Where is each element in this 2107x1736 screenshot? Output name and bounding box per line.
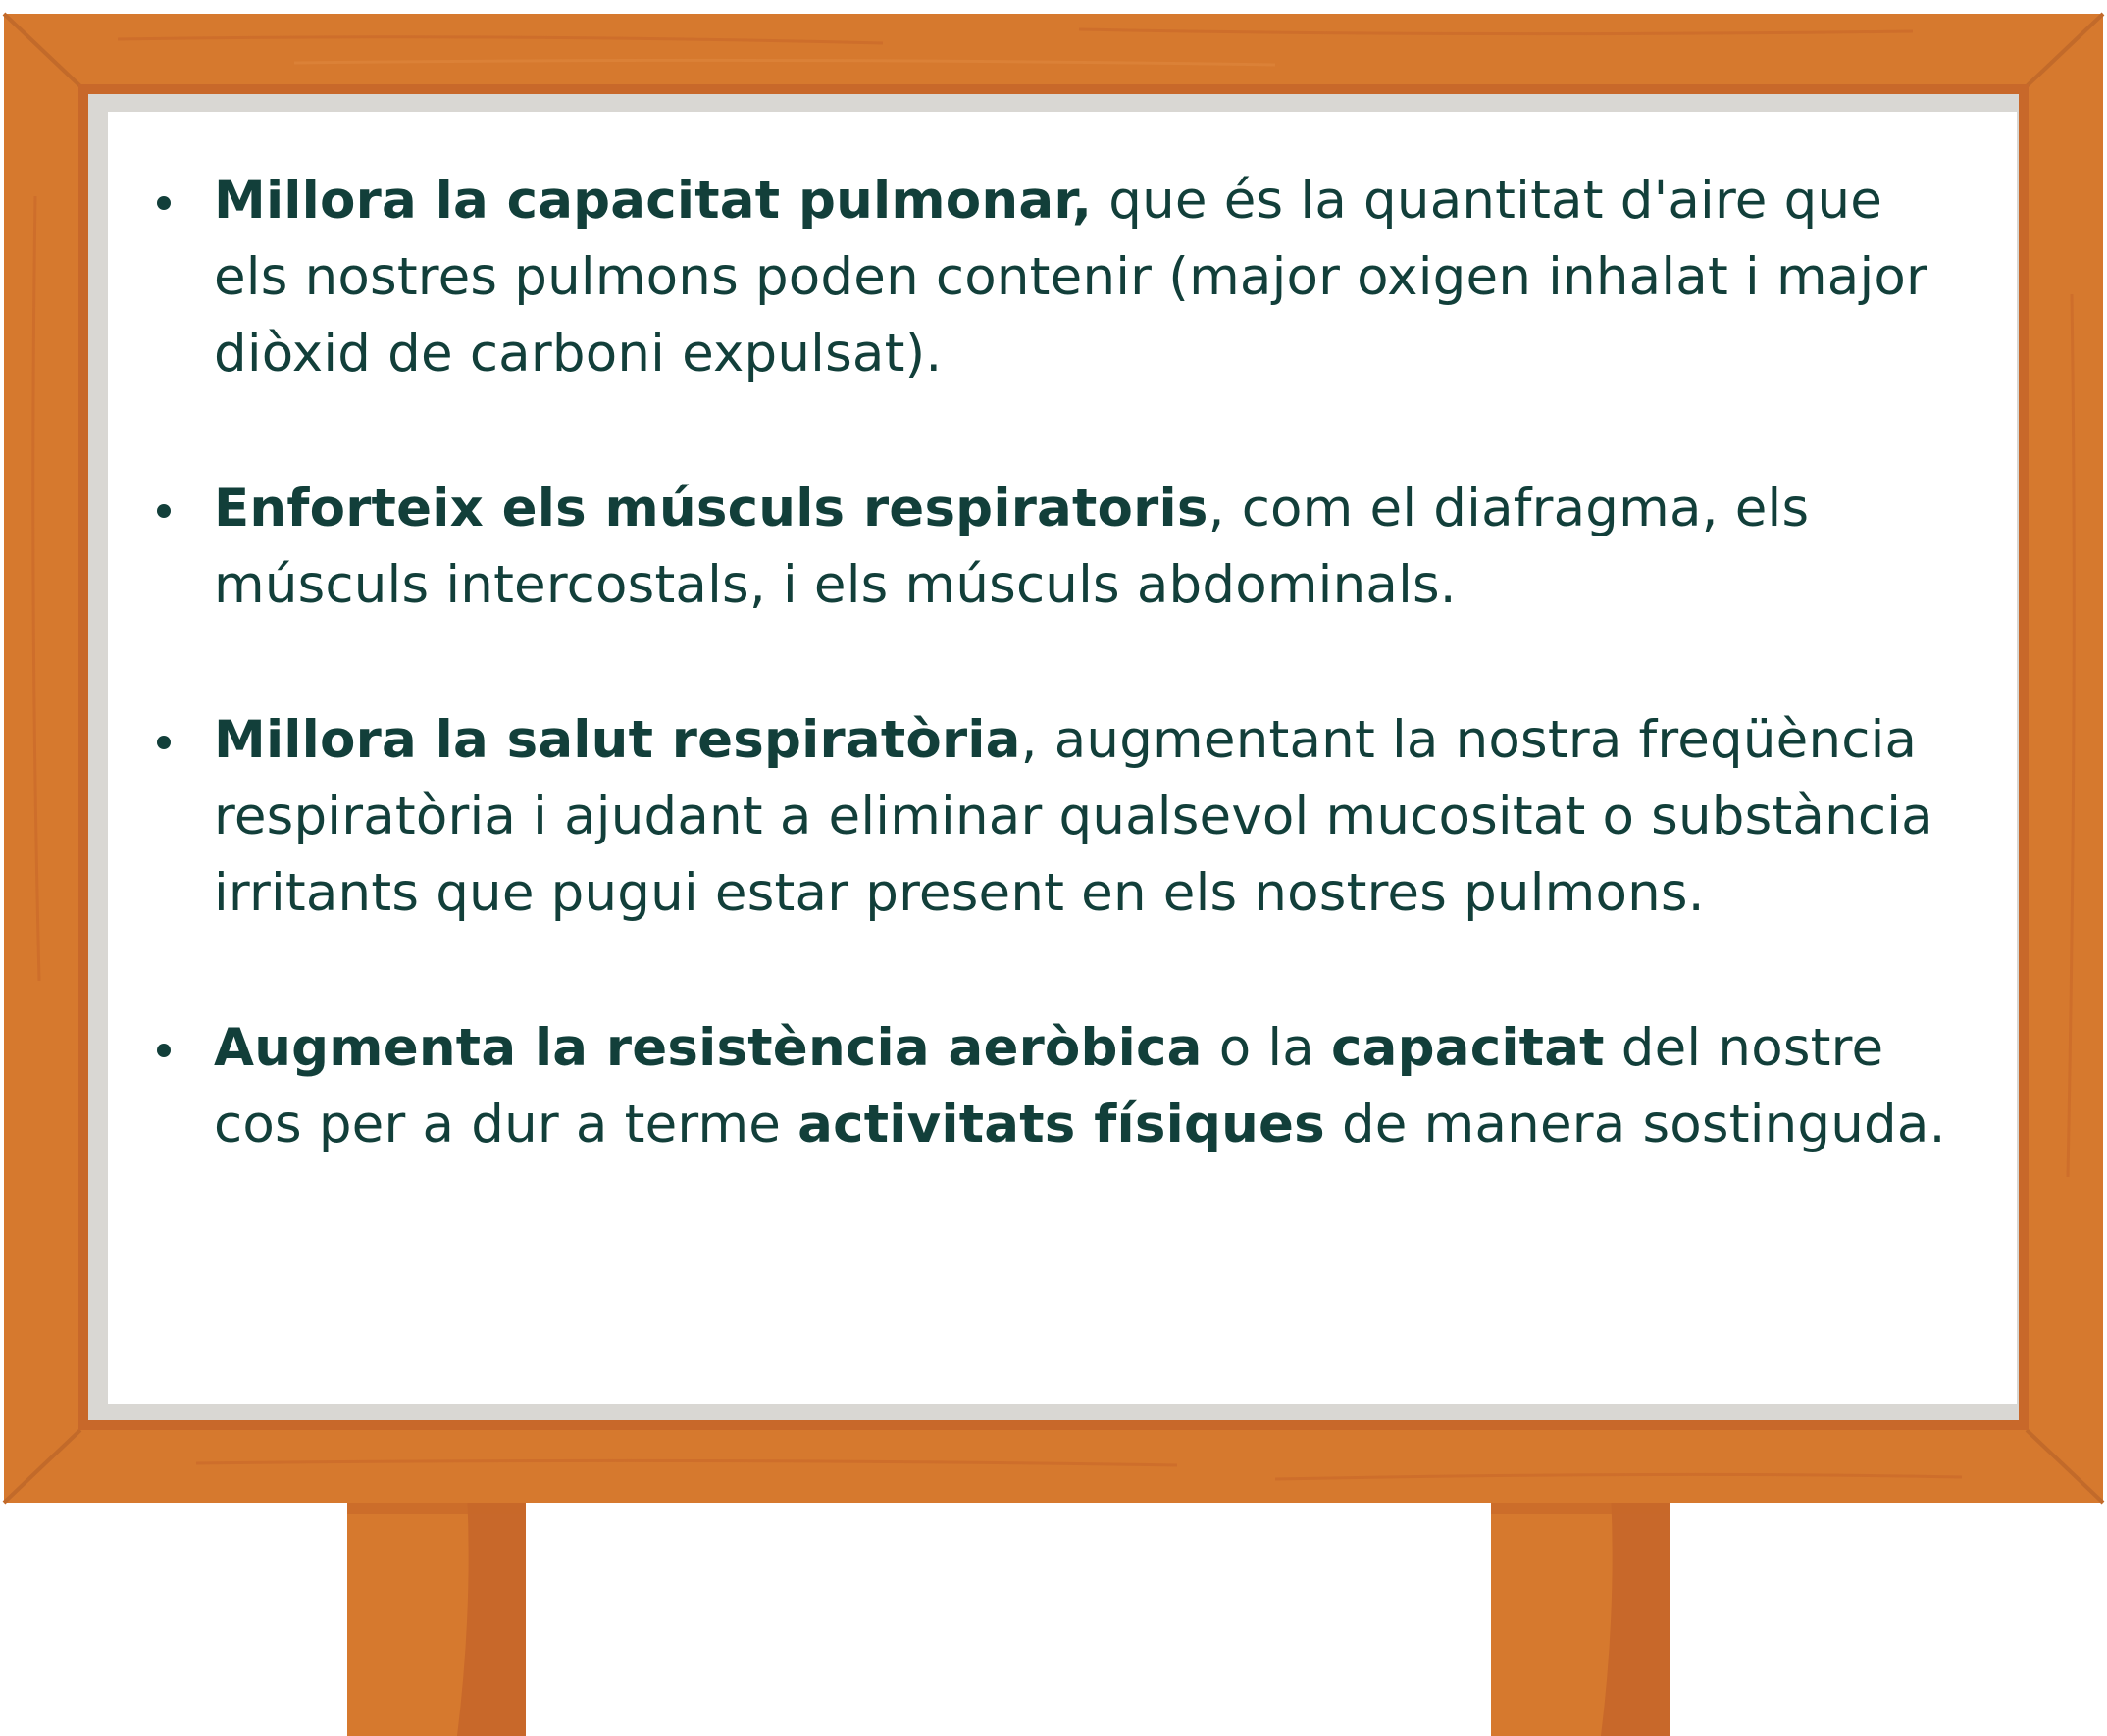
list-item xyxy=(214,1010,1970,1163)
bullet-4-text-a: o la xyxy=(1202,1018,1332,1078)
bullet-2-text: , com el diafragma, els músculs intercostals, i els músculs abdominals. xyxy=(214,479,1810,615)
bullet-3-text: , augmentant la nostra freqüència respiratòria i ajudant a eliminar qualsevol mucositat o substància irritants que pugui estar present en els nostres pulmons. xyxy=(214,710,1933,923)
bullet-4-bold-a: Augmenta la resistència aeròbica xyxy=(214,1018,1203,1078)
bullet-4-text-c: de manera sostinguda. xyxy=(1324,1095,1946,1154)
list-item xyxy=(214,702,1970,932)
bullet-4-bold-c: activitats físiques xyxy=(797,1095,1325,1154)
board-panel xyxy=(108,112,2017,1404)
bullet-2-bold: Enforteix els músculs respiratoris xyxy=(214,479,1208,538)
list-item xyxy=(214,163,1970,392)
list-item xyxy=(214,471,1970,624)
bullet-4-bold-b: capacitat xyxy=(1331,1018,1605,1078)
board-leg-right xyxy=(1491,1491,1670,1736)
bullet-1-text: que és la quantitat d'aire que els nostres pulmons poden contenir (major oxigen inhalat i major diòxid de carboni expulsat). xyxy=(214,171,1927,383)
bullet-1-bold: Millora la capacitat pulmonar, xyxy=(214,171,1093,230)
benefits-list xyxy=(214,163,1970,1163)
bullet-4-text-b: del nostre cos per a dur a terme xyxy=(214,1018,1884,1154)
board-leg-left xyxy=(347,1491,526,1736)
bullet-3-bold: Millora la salut respiratòria xyxy=(214,710,1021,770)
